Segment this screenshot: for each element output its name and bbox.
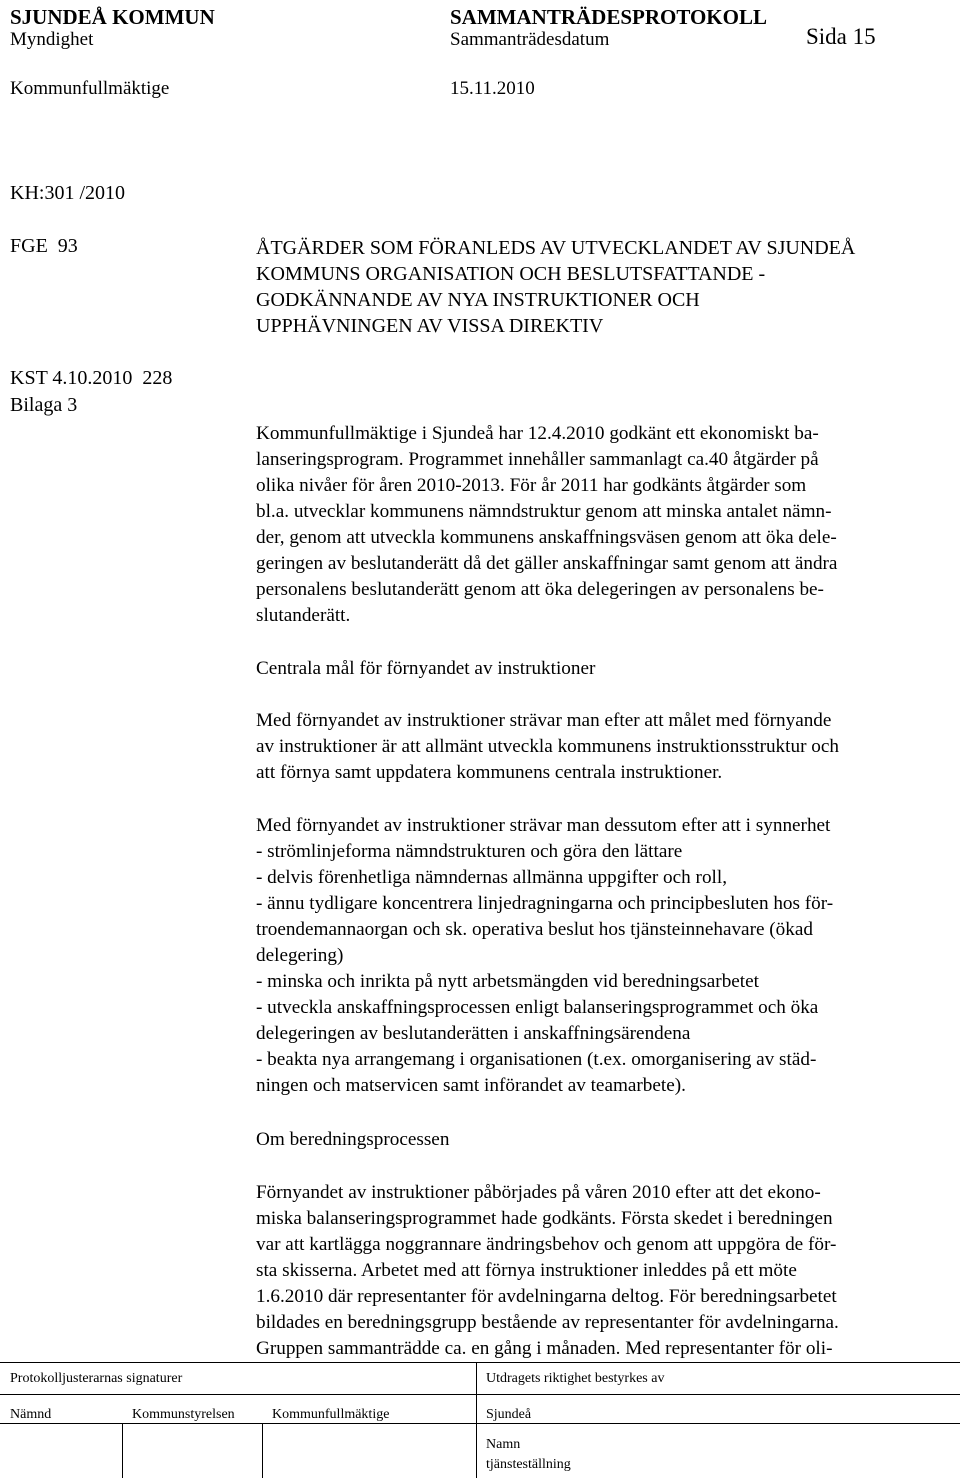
attachment-label: Bilaga 3 — [10, 394, 78, 416]
text-line: Gruppen sammanträdde ca. en gång i månaden. Med representanter för oli- — [256, 1338, 833, 1359]
text-line: - ännu tydligare koncentrera linjedragningarna och principbesluten hos för- — [256, 893, 834, 914]
footer-divider — [122, 1423, 123, 1478]
text-line: Med förnyandet av instruktioner strävar man efter att målet med förnyande — [256, 710, 832, 731]
text-line: av instruktioner är att allmänt utveckla kommunens instruktionsstruktur och — [256, 736, 839, 757]
title-line: UPPHÄVNINGEN AV VISSA DIREKTIV — [256, 315, 604, 337]
signatures-label: Protokolljusterarnas signaturer — [10, 1371, 183, 1386]
text-line: delegering) — [256, 945, 344, 966]
text-line: Förnyandet av instruktioner påbörjades på våren 2010 efter att det ekono- — [256, 1182, 821, 1203]
page-number: Sida 15 — [806, 24, 876, 49]
text-line: var att kartlägga noggrannare ändringsbehov och genom att uppgöra de för- — [256, 1234, 837, 1255]
footer-top-rule — [0, 1362, 960, 1363]
text-line: 1.6.2010 där representanter för avdelningarna deltog. För beredningsarbetet — [256, 1286, 837, 1307]
text-line: lanseringsprogram. Programmet innehåller sammanlagt ca.40 åtgärder på — [256, 449, 819, 470]
authority-label: Myndighet — [10, 29, 94, 50]
text-line: - beakta nya arrangemang i organisationen (t.ex. omorganisering av städ- — [256, 1049, 817, 1070]
text-line: Kommunfullmäktige i Sjundeå har 12.4.2010 godkänt ett ekonomiskt ba- — [256, 423, 819, 444]
text-line: olika nivåer för åren 2010-2013. För år 2011 har godkänts åtgärder som — [256, 475, 807, 496]
text-line: ningen och matservicen samt införandet av teamarbete). — [256, 1075, 686, 1096]
column-sjundea: Sjundeå — [486, 1407, 532, 1422]
text-line: sta skisserna. Arbetet med att förnya instruktioner inleddes på ett möte — [256, 1260, 797, 1281]
text-line: geringen av beslutanderätt då det gäller anskaffningar samt genom att ändra — [256, 553, 838, 574]
meeting-date: 15.11.2010 — [450, 78, 535, 99]
title-line: GODKÄNNANDE AV NYA INSTRUKTIONER OCH — [256, 289, 700, 311]
signature-footer — [0, 1357, 960, 1478]
text-line: troendemannaorgan och sk. operativa beslut hos tjänsteinnehavare (ökad — [256, 919, 813, 940]
case-number: KH:301 /2010 — [10, 182, 125, 204]
text-line: personalens beslutanderätt genom att öka delegeringen av personalens be- — [256, 579, 824, 600]
text-line: der, genom att utveckla kommunens anskaffningsväsen genom att öka dele- — [256, 527, 837, 548]
date-label: Sammanträdesdatum — [450, 29, 610, 50]
footer-mid-rule — [0, 1394, 960, 1395]
footer-divider — [476, 1362, 477, 1478]
position-label: tjänsteställning — [486, 1457, 571, 1472]
process-paragraph — [256, 1180, 950, 1362]
text-line: miska balanseringsprogrammet hade godkänts. Första skedet i beredningen — [256, 1208, 833, 1229]
intro-paragraph — [256, 421, 950, 629]
title-line: ÅTGÄRDER SOM FÖRANLEDS AV UTVECKLANDET AV SJUNDEÅ — [256, 237, 856, 259]
column-namnd: Nämnd — [10, 1407, 52, 1422]
authority: Kommunfullmäktige — [10, 78, 170, 99]
footer-divider — [262, 1423, 263, 1478]
verified-label: Utdragets riktighet bestyrkes av — [486, 1371, 665, 1386]
text-line: - strömlinjeforma nämndstrukturen och göra den lättare — [256, 841, 683, 862]
text-line: bl.a. utvecklar kommunens nämndstruktur genom att minska antalet nämn- — [256, 501, 832, 522]
aims-list — [256, 813, 950, 1099]
section-heading: Centrala mål för förnyandet av instruktioner — [256, 658, 596, 679]
document-type: SAMMANTRÄDESPROTOKOLL — [450, 5, 767, 29]
section-number: FGE 93 — [10, 235, 78, 257]
column-kommunstyrelsen: Kommunstyrelsen — [132, 1407, 235, 1422]
org-name: SJUNDEÅ KOMMUN — [10, 5, 215, 29]
column-kommunfullmaktige: Kommunfullmäktige — [272, 1407, 390, 1422]
goals-paragraph — [256, 708, 950, 786]
text-line: - minska och inrikta på nytt arbetsmängden vid beredningsarbetet — [256, 971, 759, 992]
footer-row-rule — [0, 1423, 960, 1424]
text-line: - delvis förenhetliga nämndernas allmänna uppgifter och roll, — [256, 867, 728, 888]
text-line: - utveckla anskaffningsprocessen enligt balanseringsprogrammet och öka — [256, 997, 819, 1018]
section-heading: Om beredningsprocessen — [256, 1129, 450, 1150]
text-line: bildades en beredningsgrupp bestående av representanter för avdelningarna. — [256, 1312, 839, 1333]
text-line: Med förnyandet av instruktioner strävar man dessutom efter att i synnerhet — [256, 815, 831, 836]
name-label: Namn — [486, 1437, 521, 1452]
text-line: att förnya samt uppdatera kommunens centrala instruktioner. — [256, 762, 723, 783]
text-line: delegeringen av beslutanderätten i anskaffningsärendena — [256, 1023, 691, 1044]
title-line: KOMMUNS ORGANISATION OCH BESLUTSFATTANDE - — [256, 263, 766, 285]
section-title — [256, 235, 950, 339]
text-line: slutanderätt. — [256, 605, 351, 626]
prior-reference: KST 4.10.2010 228 — [10, 367, 173, 389]
